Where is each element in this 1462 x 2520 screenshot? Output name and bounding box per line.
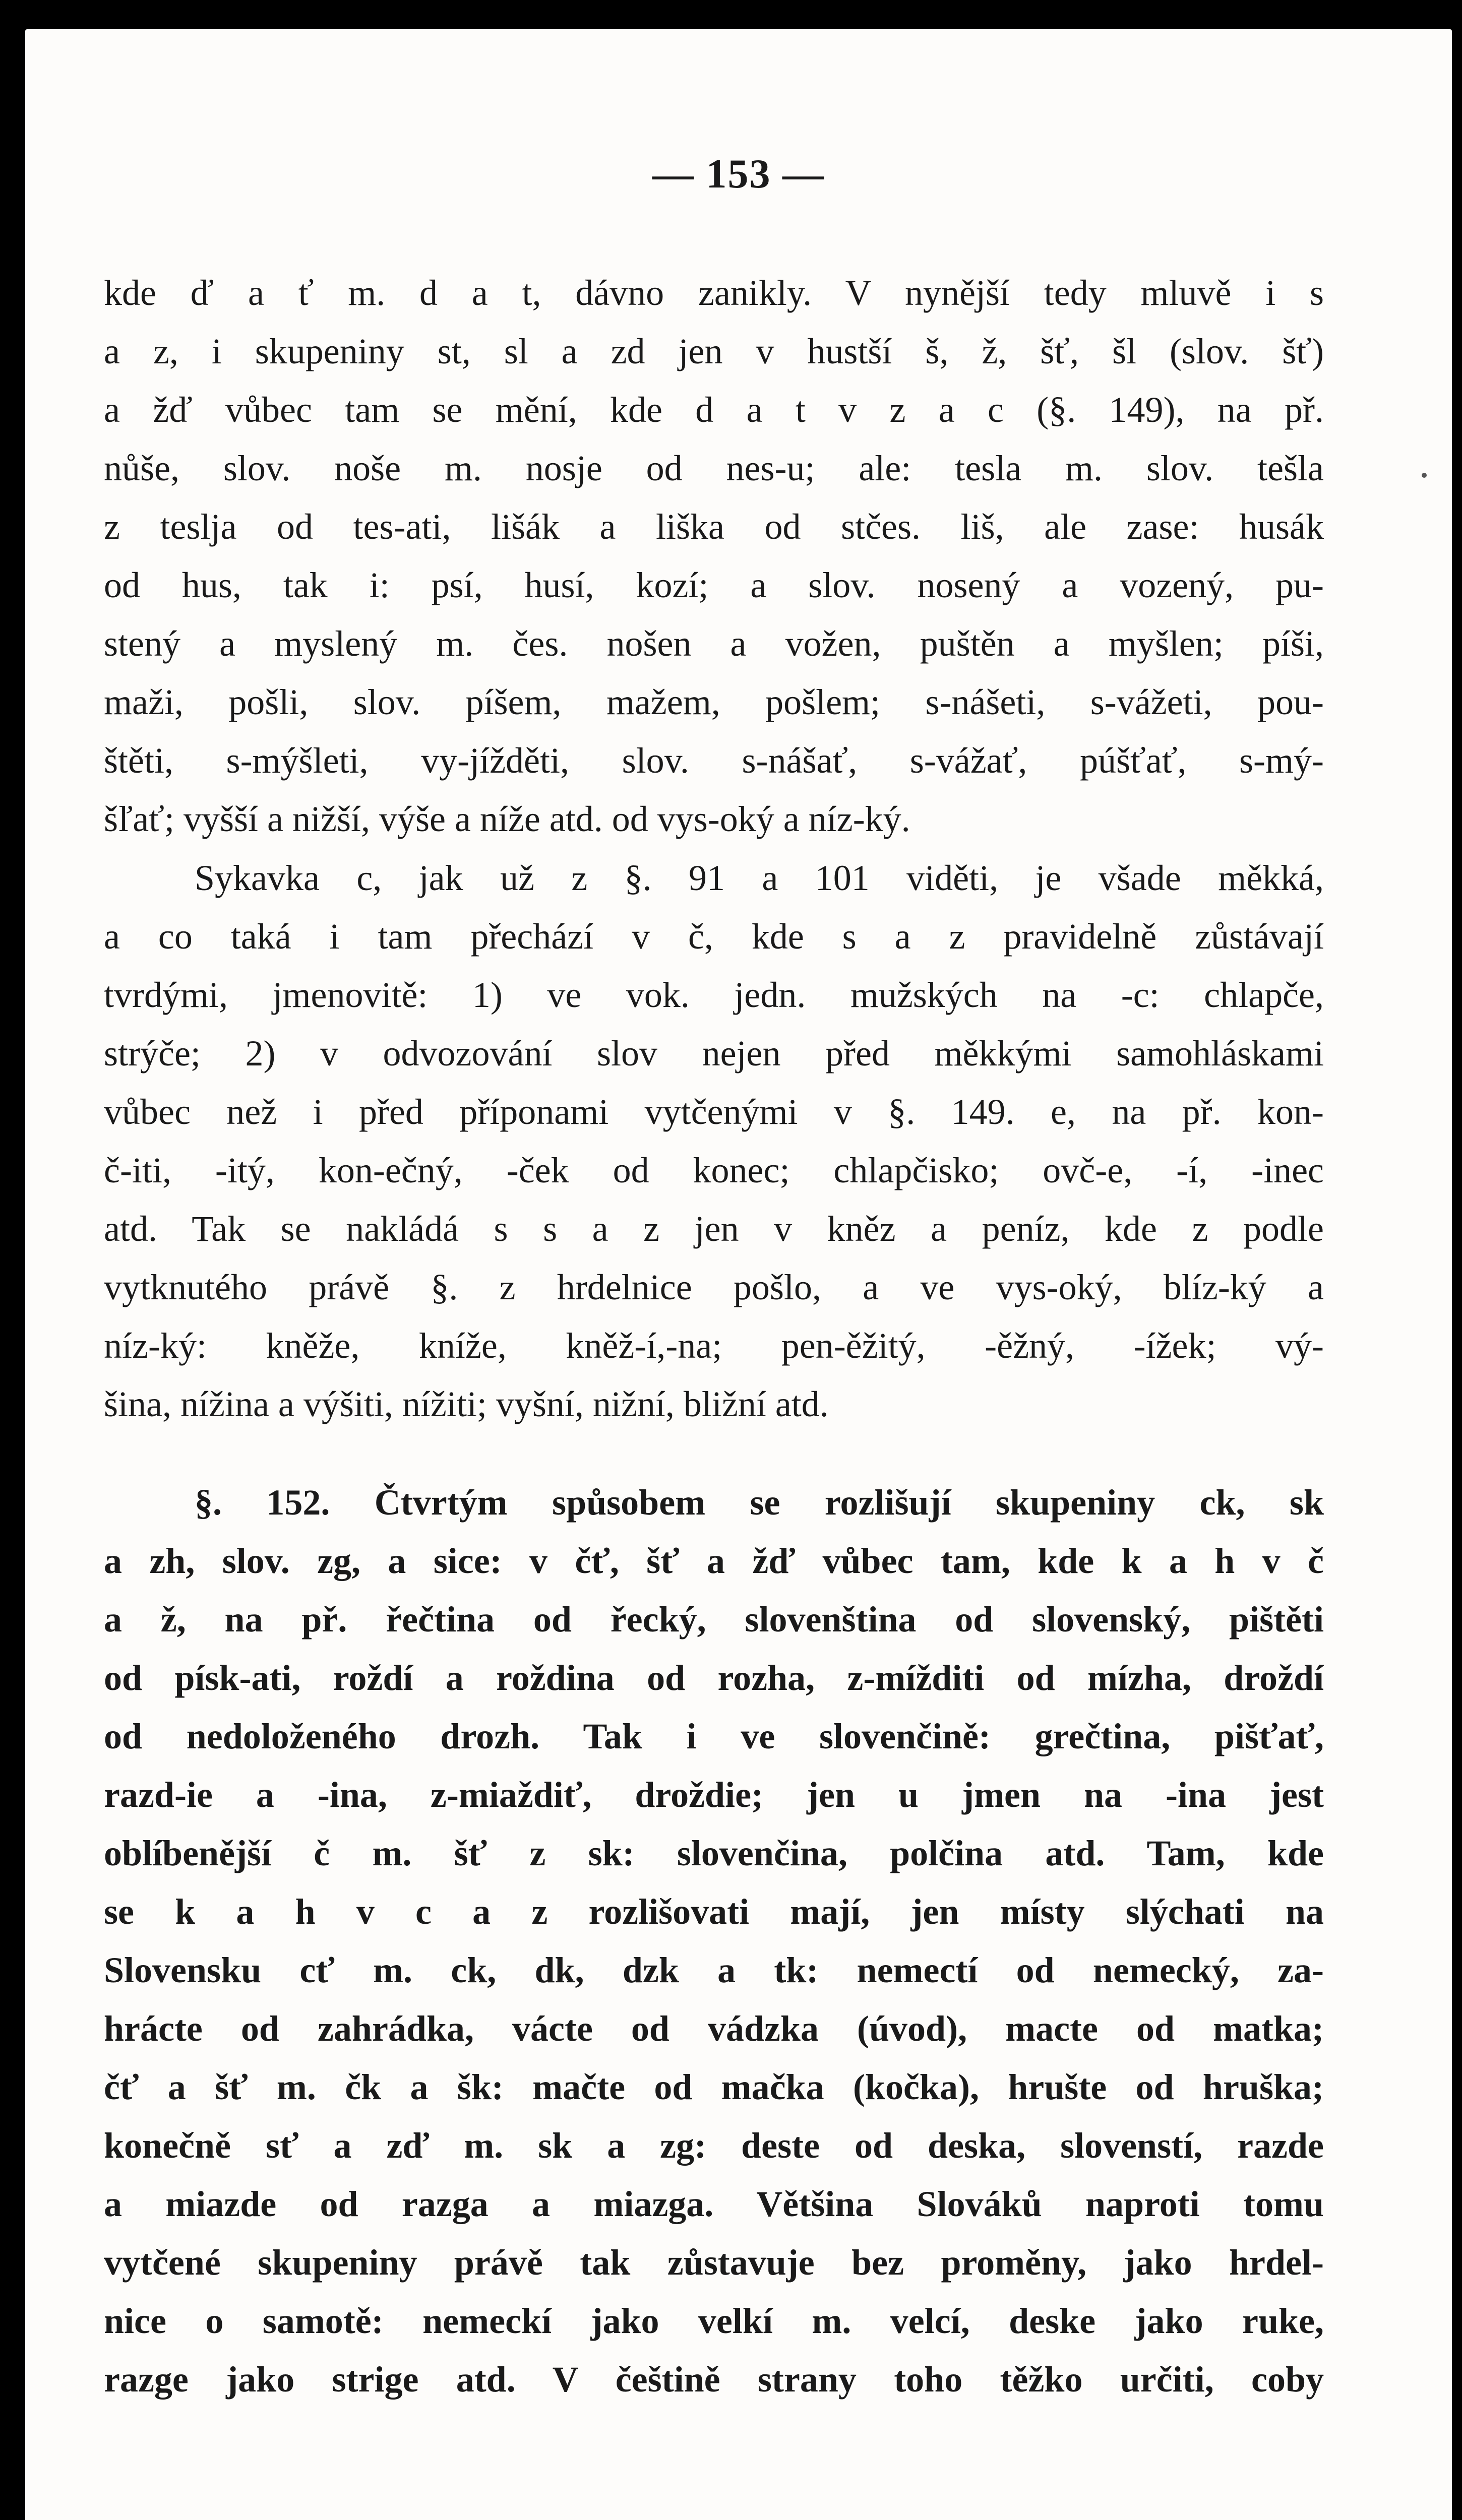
text-line: vytknutého právě §. z hrdelnice pošlo, a ve vys-oký, blíz-ký a [104, 1267, 1324, 1307]
text-line: a co taká i tam přechází v č, kde s a z pravidelně zůstávají [104, 916, 1324, 957]
text-line: oblíbenější č m. šť z sk: slovenčina, polčina atd. Tam, kde [104, 1833, 1324, 1873]
text-line: vytčené skupeniny právě tak zůstavuje bez proměny, jako hrdel- [104, 2242, 1324, 2283]
text-line: a z, i skupeniny st, sl a zd jen v hustší š, ž, šť, šl (slov. šť) [104, 331, 1324, 371]
text-line: od hus, tak i: psí, husí, kozí; a slov. nosený a vozený, pu- [104, 565, 1324, 605]
text-line: od nedoloženého drozh. Tak i ve slovenčině: grečtina, pišťať, [104, 1716, 1324, 1756]
paper-speck [1422, 473, 1427, 478]
text-line: šina, nížina a výšiti, nížiti; vyšní, nižní, bližní atd. [104, 1384, 829, 1424]
book-page [25, 29, 1452, 2520]
text-line: a miazde od razga a miazga. Většina Slováků naproti tomu [104, 2184, 1324, 2224]
page-number: — 153 — [652, 151, 825, 197]
text-line: č-iti, -itý, kon-ečný, -ček od konec; chlapčisko; ovč-e, -í, -inec [104, 1150, 1324, 1190]
text-line: se k a h v c a z rozlišovati mají, jen místy slýchati na [104, 1892, 1324, 1932]
text-line: štěti, s-mýšleti, vy-jížděti, slov. s-nášať, s-vážať, púšťať, s-mý- [104, 740, 1324, 781]
text-line: Sykavka c, jak už z §. 91 a 101 viděti, je všade měkká, [195, 858, 1324, 898]
text-line: čť a šť m. čk a šk: mačte od mačka (kočka), hrušte od hruška; [104, 2067, 1324, 2107]
text-line: vůbec než i před příponami vytčenými v §. 149. e, na př. kon- [104, 1092, 1324, 1132]
text-line: níz-ký: kněže, kníže, kněž-í,-na; pen-ěžitý, -ěžný, -ížek; vý- [104, 1326, 1324, 1366]
text-line: strýče; 2) v odvozování slov nejen před měkkými samohláskami [104, 1033, 1324, 1074]
text-line: atd. Tak se nakládá s s a z jen v kněz a peníz, kde z podle [104, 1209, 1324, 1249]
paragraph-1 [104, 264, 1324, 848]
text-line: od písk-ati, roždí a roždina od rozha, z-mížditi od mízha, droždí [104, 1658, 1324, 1698]
text-line: nice o samotě: nemeckí jako velkí m. velcí, deske jako ruke, [104, 2301, 1324, 2341]
text-line: razd-ie a -ina, z-miaždiť, droždie; jen u jmen na -ina jest [104, 1775, 1324, 1815]
text-line: maži, pošli, slov. píšem, mažem, pošlem; s-nášeti, s-vážeti, pou- [104, 682, 1324, 722]
text-line: tvrdými, jmenovitě: 1) ve vok. jedn. mužských na -c: chlapče, [104, 975, 1324, 1015]
section-heading-line: §. 152. Čtvrtým spůsobem se rozlišují skupeniny ck, sk [195, 1482, 1324, 1523]
paragraph-2 [104, 849, 1324, 1433]
text-line: a žď vůbec tam se mění, kde d a t v z a c (§. 149), na př. [104, 390, 1324, 430]
text-line: kde ď a ť m. d a t, dávno zanikly. V nynější tedy mluvě i s [104, 273, 1324, 313]
text-line: Slovensku cť m. ck, dk, dzk a tk: nemectí od nemecký, za- [104, 1950, 1324, 1990]
text-line: razge jako strige atd. V češtině strany toho těžko určiti, coby [104, 2359, 1324, 2400]
text-line: z teslja od tes-ati, lišák a liška od stčes. liš, ale zase: husák [104, 507, 1324, 547]
text-line: a zh, slov. zg, a sice: v čť, šť a žď vůbec tam, kde k a h v č [104, 1541, 1324, 1581]
section-152 [104, 1473, 1324, 2409]
text-line: hrácte od zahrádka, vácte od vádzka (úvod), macte od matka; [104, 2008, 1324, 2049]
text-line: a ž, na př. řečtina od řecký, slovenština od slovenský, pištěti [104, 1599, 1324, 1640]
text-line: šľať; vyšší a nižší, výše a níže atd. od vys-oký a níz-ký. [104, 799, 910, 839]
text-line: nůše, slov. noše m. nosje od nes-u; ale: tesla m. slov. tešla [104, 448, 1324, 488]
text-line: konečně sť a zď m. sk a zg: deste od deska, slovenstí, razde [104, 2125, 1324, 2166]
text-line: stený a myslený m. čes. nošen a vožen, puštěn a myšlen; píši, [104, 623, 1324, 664]
